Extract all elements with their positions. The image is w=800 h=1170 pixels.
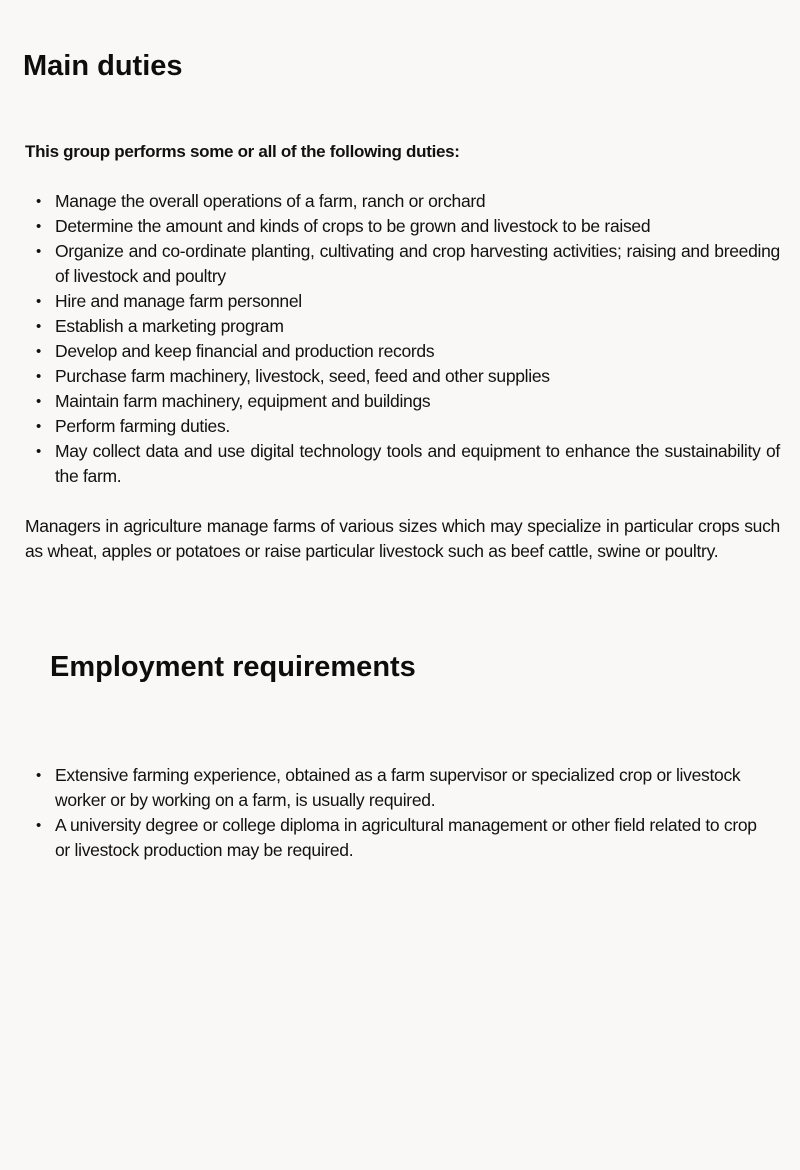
list-item: • Develop and keep financial and production records <box>25 339 780 364</box>
list-item: • Perform farming duties. <box>25 414 780 439</box>
duties-intro: This group performs some or all of the following duties: <box>25 142 460 161</box>
list-item: • A university degree or college diploma in agricultural management or other field related to crop or livestock production may be required. <box>25 813 780 863</box>
list-item: • Determine the amount and kinds of crops to be grown and livestock to be raised <box>25 214 780 239</box>
list-item: • Hire and manage farm personnel <box>25 289 780 314</box>
list-item: • Manage the overall operations of a farm, ranch or orchard <box>25 189 780 214</box>
list-item: • Extensive farming experience, obtained as a farm supervisor or specialized crop or livestock worker or by working on a farm, is usually required. <box>25 763 780 813</box>
list-item: • Organize and co-ordinate planting, cultivating and crop harvesting activities; raising and breeding of livestock and poultry <box>25 239 780 289</box>
duties-list <box>25 189 780 489</box>
requirements-list <box>25 763 780 863</box>
main-duties-heading: Main duties <box>23 50 183 82</box>
employment-requirements-heading: Employment requirements <box>50 651 416 683</box>
list-item: • Establish a marketing program <box>25 314 780 339</box>
list-item: • Purchase farm machinery, livestock, seed, feed and other supplies <box>25 364 780 389</box>
list-item: • Maintain farm machinery, equipment and buildings <box>25 389 780 414</box>
list-item: • May collect data and use digital technology tools and equipment to enhance the sustainability of the farm. <box>25 439 780 489</box>
duties-paragraph: Managers in agriculture manage farms of various sizes which may specialize in particular crops such as wheat, apples or potatoes or raise particular livestock such as beef cattle, swine or poultry. <box>25 516 780 561</box>
